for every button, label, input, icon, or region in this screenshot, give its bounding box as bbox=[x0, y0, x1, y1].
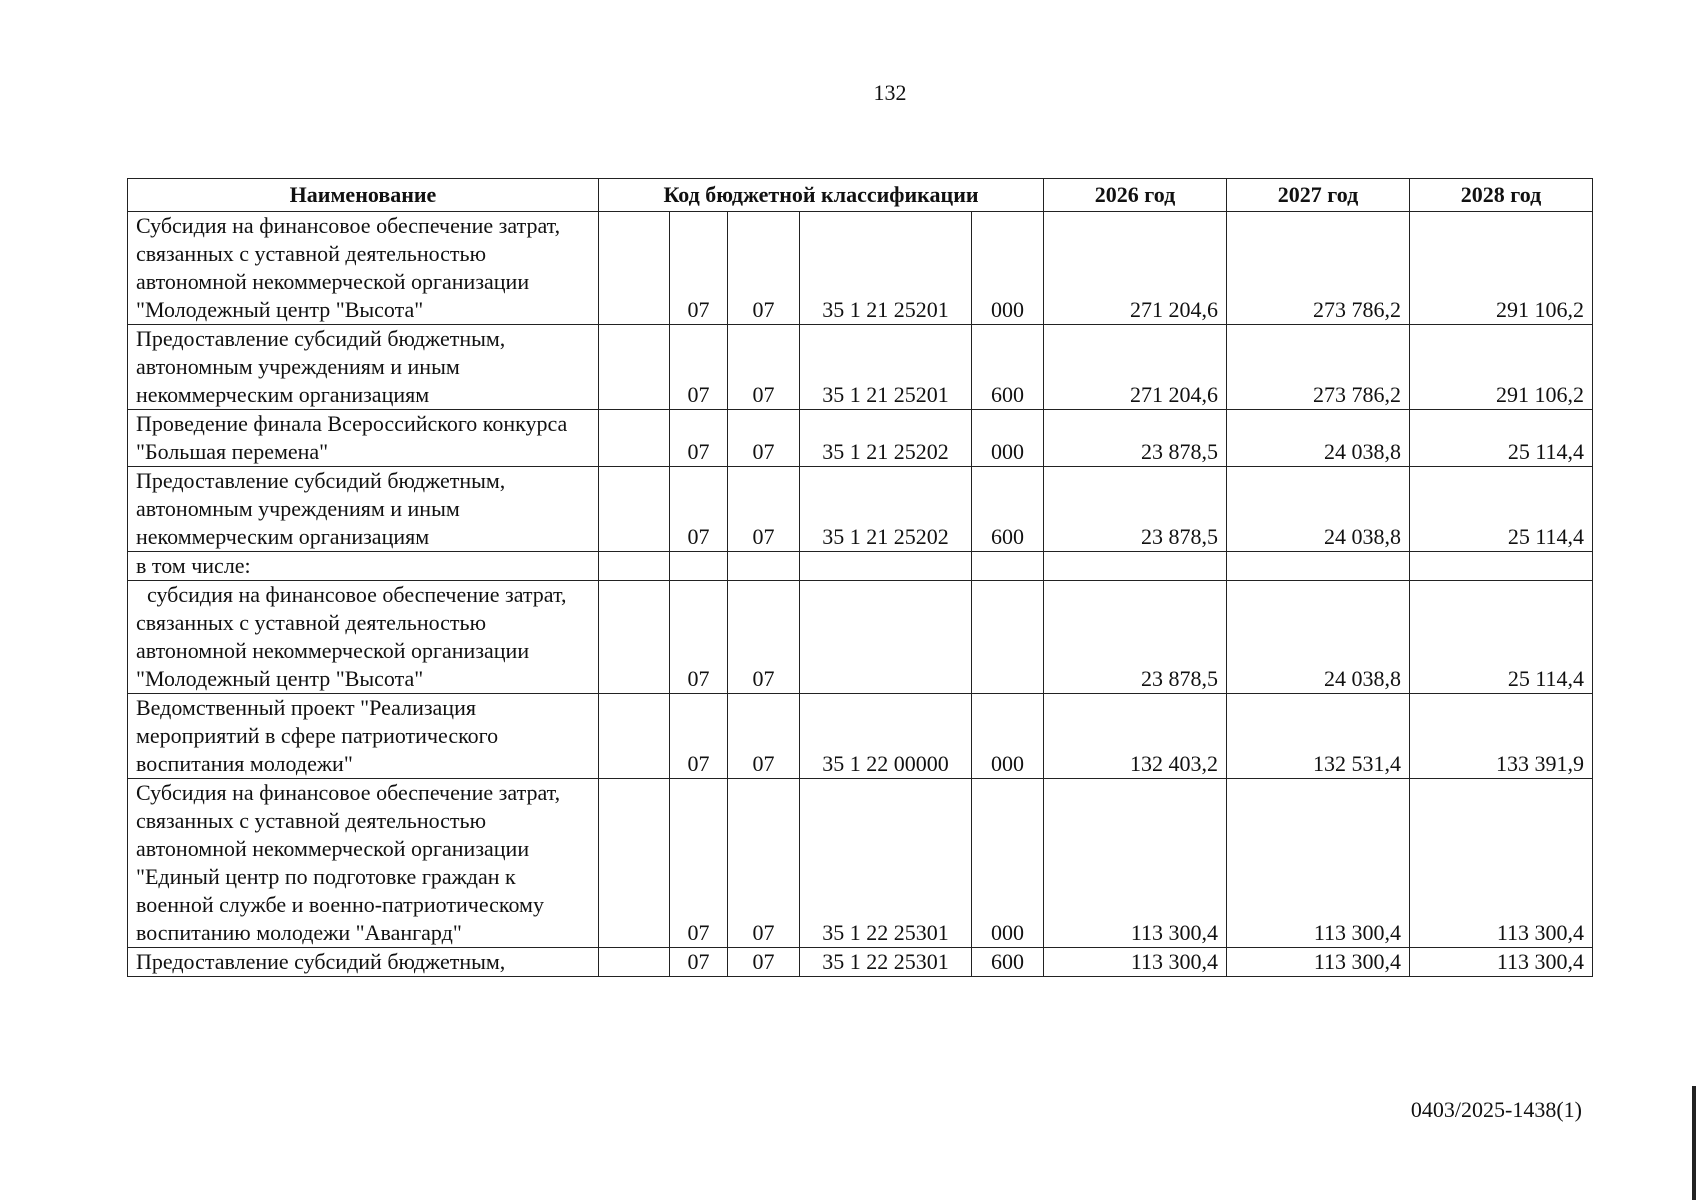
row-2026: 113 300,4 bbox=[1044, 948, 1227, 977]
row-pr: 07 bbox=[728, 325, 800, 410]
row-2026: 271 204,6 bbox=[1044, 212, 1227, 325]
row-rz: 07 bbox=[670, 325, 728, 410]
row-csr: 35 1 22 25301 bbox=[800, 948, 972, 977]
row-pr: 07 bbox=[728, 410, 800, 467]
row-2028 bbox=[1410, 552, 1593, 581]
table-row bbox=[128, 581, 1593, 694]
row-2028: 133 391,9 bbox=[1410, 694, 1593, 779]
row-name: Предоставление субсидий бюджетным, автономным учреждениям и иным некоммерческим организациям bbox=[128, 467, 599, 552]
row-2028: 25 114,4 bbox=[1410, 581, 1593, 694]
table-row bbox=[128, 694, 1593, 779]
row-name: Субсидия на финансовое обеспечение затрат, связанных с уставной деятельностью автономной некоммерческой организации "Молодежный центр "Высота" bbox=[128, 212, 599, 325]
row-2026: 271 204,6 bbox=[1044, 325, 1227, 410]
row-2027: 24 038,8 bbox=[1227, 467, 1410, 552]
row-ved bbox=[599, 581, 670, 694]
table-row bbox=[128, 948, 1593, 977]
row-2026 bbox=[1044, 552, 1227, 581]
row-ved bbox=[599, 325, 670, 410]
header-name: Наименование bbox=[128, 179, 599, 212]
row-pr: 07 bbox=[728, 467, 800, 552]
row-2028: 291 106,2 bbox=[1410, 325, 1593, 410]
row-2027: 273 786,2 bbox=[1227, 325, 1410, 410]
row-vr bbox=[972, 552, 1044, 581]
row-vr: 600 bbox=[972, 467, 1044, 552]
row-vr bbox=[972, 581, 1044, 694]
page-number: 132 bbox=[873, 80, 907, 105]
row-rz: 07 bbox=[670, 581, 728, 694]
row-2028: 113 300,4 bbox=[1410, 779, 1593, 948]
row-rz: 07 bbox=[670, 212, 728, 325]
table-row bbox=[128, 467, 1593, 552]
row-2026: 132 403,2 bbox=[1044, 694, 1227, 779]
row-csr: 35 1 21 25202 bbox=[800, 467, 972, 552]
budget-table bbox=[127, 178, 1593, 977]
row-rz: 07 bbox=[670, 948, 728, 977]
row-2028: 25 114,4 bbox=[1410, 467, 1593, 552]
row-ved bbox=[599, 410, 670, 467]
row-ved bbox=[599, 948, 670, 977]
row-2026: 23 878,5 bbox=[1044, 581, 1227, 694]
row-2026: 23 878,5 bbox=[1044, 467, 1227, 552]
row-2027 bbox=[1227, 552, 1410, 581]
row-rz: 07 bbox=[670, 467, 728, 552]
row-csr bbox=[800, 581, 972, 694]
row-vr: 000 bbox=[972, 212, 1044, 325]
table-row bbox=[128, 779, 1593, 948]
row-csr: 35 1 21 25201 bbox=[800, 325, 972, 410]
row-2026: 23 878,5 bbox=[1044, 410, 1227, 467]
table-row bbox=[128, 552, 1593, 581]
row-vr: 000 bbox=[972, 410, 1044, 467]
row-csr: 35 1 21 25201 bbox=[800, 212, 972, 325]
table-header-row bbox=[128, 179, 1593, 212]
scan-edge-mark bbox=[1692, 1086, 1696, 1200]
row-ved bbox=[599, 467, 670, 552]
table-row bbox=[128, 325, 1593, 410]
row-vr: 000 bbox=[972, 779, 1044, 948]
row-ved bbox=[599, 779, 670, 948]
row-name: Ведомственный проект "Реализация мероприятий в сфере патриотического воспитания молодежи" bbox=[128, 694, 599, 779]
row-vr: 600 bbox=[972, 948, 1044, 977]
row-ved bbox=[599, 212, 670, 325]
row-pr: 07 bbox=[728, 779, 800, 948]
table-row bbox=[128, 212, 1593, 325]
row-pr: 07 bbox=[728, 694, 800, 779]
row-rz: 07 bbox=[670, 779, 728, 948]
row-csr: 35 1 21 25202 bbox=[800, 410, 972, 467]
row-2027: 132 531,4 bbox=[1227, 694, 1410, 779]
row-2026: 113 300,4 bbox=[1044, 779, 1227, 948]
row-pr: 07 bbox=[728, 581, 800, 694]
row-2027: 24 038,8 bbox=[1227, 581, 1410, 694]
row-vr: 600 bbox=[972, 325, 1044, 410]
row-2027: 113 300,4 bbox=[1227, 948, 1410, 977]
row-ved bbox=[599, 694, 670, 779]
row-csr bbox=[800, 552, 972, 581]
row-name: Субсидия на финансовое обеспечение затрат, связанных с уставной деятельностью автономной некоммерческой организации "Единый центр по подготовке граждан к военной службе и военно-патриотическому воспитанию молодежи "Авангард" bbox=[128, 779, 599, 948]
document-code: 0403/2025-1438(1) bbox=[1410, 1097, 1582, 1122]
row-rz: 07 bbox=[670, 410, 728, 467]
row-2027: 273 786,2 bbox=[1227, 212, 1410, 325]
row-rz: 07 bbox=[670, 694, 728, 779]
row-2028: 113 300,4 bbox=[1410, 948, 1593, 977]
row-2027: 24 038,8 bbox=[1227, 410, 1410, 467]
row-rz bbox=[670, 552, 728, 581]
row-name: Проведение финала Всероссийского конкурса "Большая перемена" bbox=[128, 410, 599, 467]
row-csr: 35 1 22 00000 bbox=[800, 694, 972, 779]
header-2028: 2028 год bbox=[1410, 179, 1593, 212]
header-code: Код бюджетной классификации bbox=[599, 179, 1044, 212]
row-pr: 07 bbox=[728, 212, 800, 325]
row-csr: 35 1 22 25301 bbox=[800, 779, 972, 948]
row-2027: 113 300,4 bbox=[1227, 779, 1410, 948]
row-name: в том числе: bbox=[128, 552, 599, 581]
header-2027: 2027 год bbox=[1227, 179, 1410, 212]
row-name: Предоставление субсидий бюджетным, bbox=[128, 948, 599, 977]
row-2028: 25 114,4 bbox=[1410, 410, 1593, 467]
table-row bbox=[128, 410, 1593, 467]
row-name: Предоставление субсидий бюджетным, автономным учреждениям и иным некоммерческим организациям bbox=[128, 325, 599, 410]
row-ved bbox=[599, 552, 670, 581]
row-2028: 291 106,2 bbox=[1410, 212, 1593, 325]
row-name: субсидия на финансовое обеспечение затрат, связанных с уставной деятельностью автономной некоммерческой организации "Молодежный центр "Высота" bbox=[128, 581, 599, 694]
row-vr: 000 bbox=[972, 694, 1044, 779]
row-pr bbox=[728, 552, 800, 581]
header-2026: 2026 год bbox=[1044, 179, 1227, 212]
row-pr: 07 bbox=[728, 948, 800, 977]
